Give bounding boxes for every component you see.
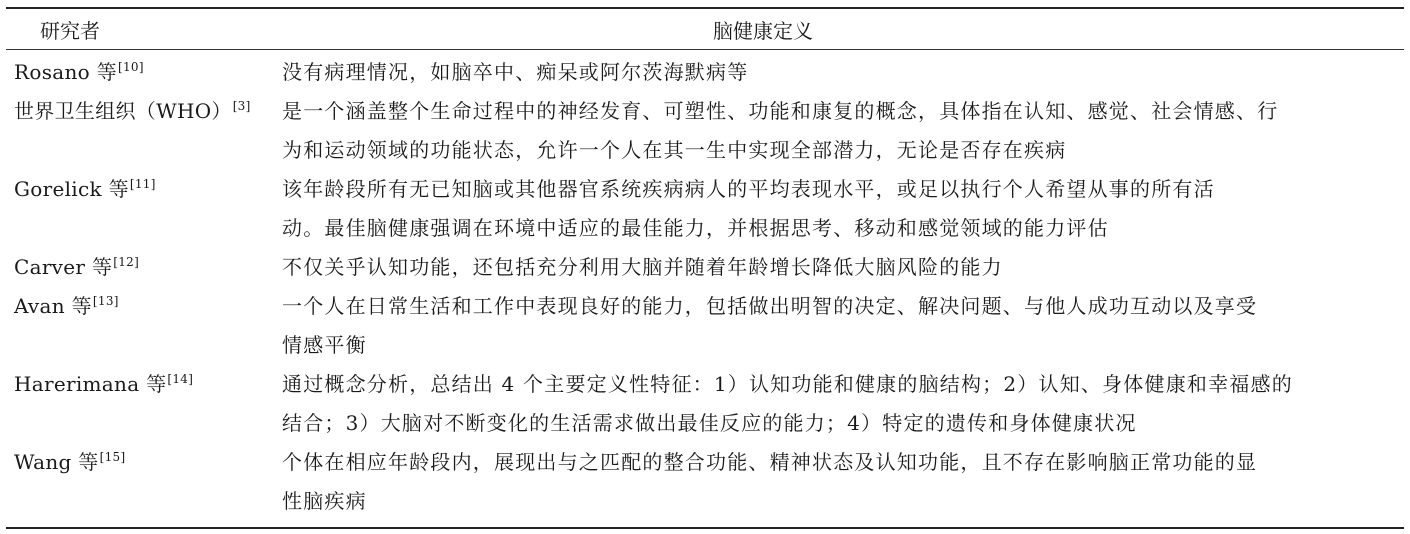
definition-cell [282, 92, 1404, 170]
table-row [6, 170, 1404, 248]
table-bottom-rule [6, 527, 1404, 529]
definition-cell [282, 248, 1404, 287]
reference-citation: [3] [232, 99, 251, 113]
definition-line: 动。最佳脑健康强调在环境中适应的最佳能力，并根据思考、移动和感觉领域的能力评估 [282, 216, 1109, 240]
reference-citation: [12] [113, 255, 140, 269]
definition-line: 为和运动领域的功能状态，允许一个人在其一生中实现全部潜力，无论是否存在疾病 [282, 138, 1067, 162]
definition-cell [282, 443, 1404, 521]
researcher-cell [6, 170, 282, 209]
table-row [6, 287, 1404, 365]
table-row [6, 92, 1404, 170]
researcher-name: Harerimana 等 [14, 372, 167, 396]
researcher-name: Rosano 等 [14, 60, 117, 84]
table-row [6, 365, 1404, 443]
reference-citation: [15] [99, 450, 126, 464]
definition-line: 通过概念分析，总结出 4 个主要定义性特征：1）认知功能和健康的脑结构；2）认知、身体健康和幸福感的 [282, 372, 1293, 396]
definition-line: 个体在相应年龄段内，展现出与之匹配的整合功能、精神状态及认知功能，且不存在影响脑正常功能的显 [282, 450, 1258, 474]
header-researcher: 研究者 [40, 18, 100, 43]
reference-citation: [11] [129, 177, 156, 191]
definition-line: 一个人在日常生活和工作中表现良好的能力，包括做出明智的决定、解决问题、与他人成功互动以及享受 [282, 294, 1258, 318]
reference-citation: [10] [117, 60, 144, 74]
table-row [6, 443, 1404, 521]
definition-line: 情感平衡 [282, 333, 367, 357]
definition-line: 不仅关乎认知功能，还包括充分利用大脑并随着年龄增长降低大脑风险的能力 [282, 255, 1003, 279]
researcher-name: Avan 等 [14, 294, 92, 318]
definition-line: 该年龄段所有无已知脑或其他器官系统疾病病人的平均表现水平，或足以执行个人希望从事的所有活 [282, 177, 1215, 201]
definition-cell [282, 170, 1404, 248]
definition-line: 性脑疾病 [282, 489, 367, 513]
researcher-cell [6, 53, 282, 92]
definition-line: 是一个涵盖整个生命过程中的神经发育、可塑性、功能和康复的概念，具体指在认知、感觉、社会情感、行 [282, 99, 1279, 123]
researcher-cell [6, 248, 282, 287]
table-row [6, 248, 1404, 287]
reference-citation: [13] [92, 294, 119, 308]
researcher-cell [6, 443, 282, 482]
definition-cell [282, 53, 1404, 92]
definition-line: 没有病理情况，如脑卒中、痴呆或阿尔茨海默病等 [282, 60, 749, 84]
definition-cell [282, 365, 1404, 443]
researcher-name: 世界卫生组织（WHO） [14, 99, 232, 123]
table-body [6, 50, 1404, 521]
researcher-cell [6, 365, 282, 404]
definition-line: 结合；3）大脑对不断变化的生活需求做出最佳反应的能力；4）特定的遗传和身体健康状况 [282, 411, 1137, 435]
researcher-name: Carver 等 [14, 255, 113, 279]
header-definition: 脑健康定义 [713, 18, 813, 43]
definition-cell [282, 287, 1404, 365]
brain-health-definitions-table [6, 7, 1404, 529]
researcher-name: Gorelick 等 [14, 177, 129, 201]
researcher-cell [6, 92, 282, 131]
researcher-cell [6, 287, 282, 326]
table-header-row [6, 9, 1404, 49]
researcher-name: Wang 等 [14, 450, 99, 474]
reference-citation: [14] [167, 372, 194, 386]
table-row [6, 53, 1404, 92]
